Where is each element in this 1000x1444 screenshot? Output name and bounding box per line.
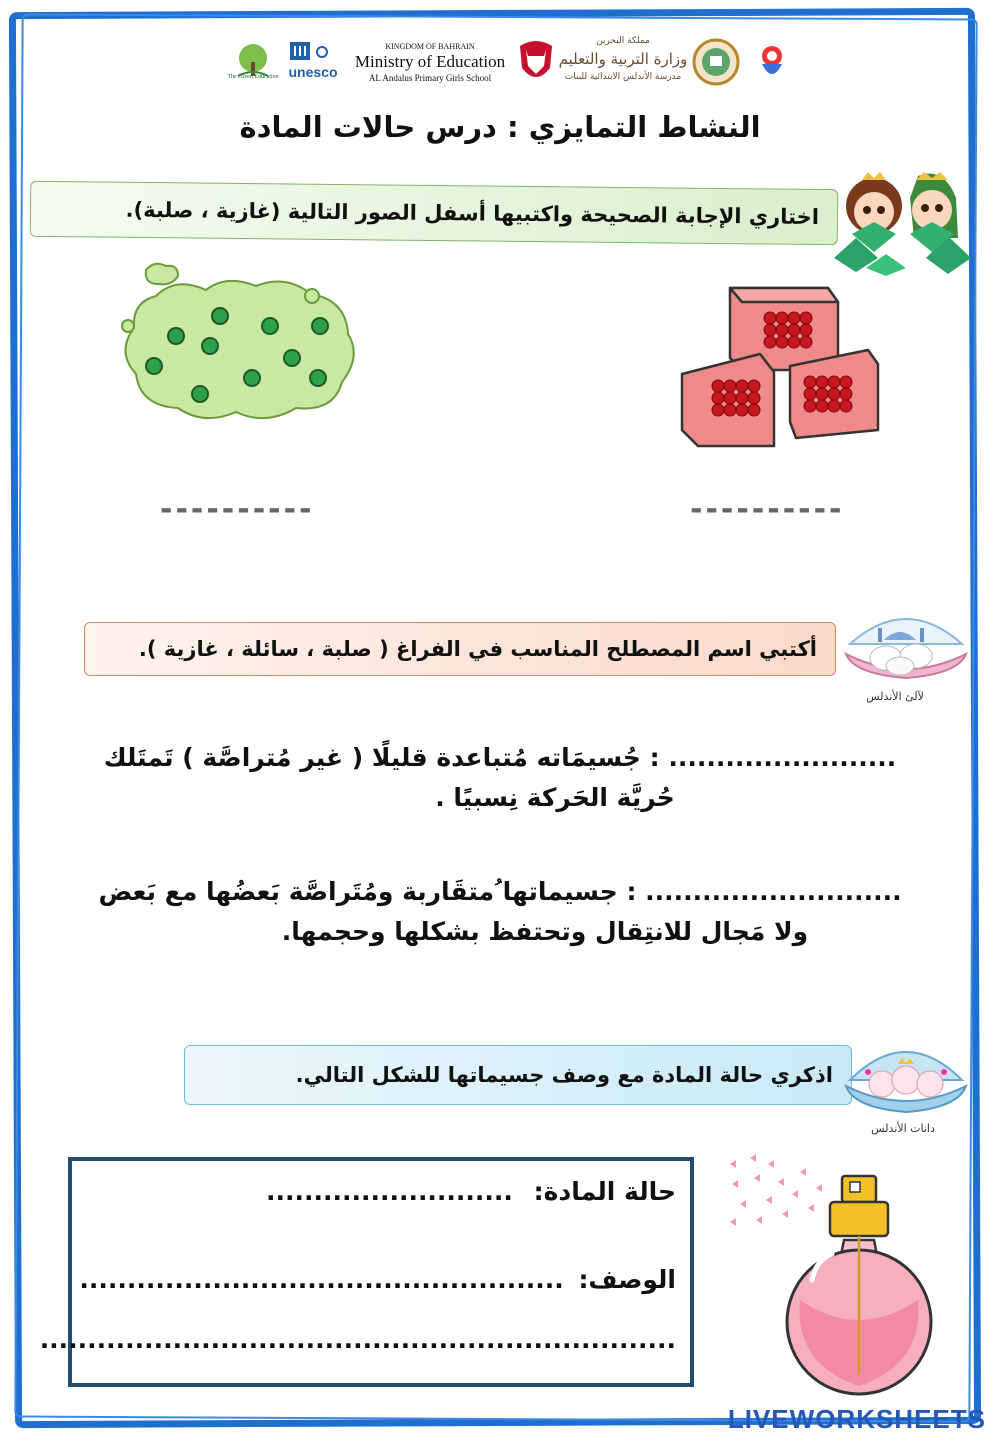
arabic-kingdom-text: مملكة البحرين (596, 36, 650, 46)
instruction-banner-3 (184, 1045, 852, 1105)
description-row (79, 1265, 676, 1294)
instruction-banner-1 (30, 181, 839, 245)
answer-box (39, 1157, 694, 1387)
perfume-bottle-image (720, 1150, 950, 1396)
liveworksheets-brand[interactable]: LIVEWORKSHEETS (727, 1404, 986, 1434)
sentence-1 (60, 738, 940, 818)
sentence-1-line-1: ........................ : جُسيمَاته مُتباعدة قليلًا ( غير مُتراصَّة ) تَمتَلك (103, 743, 897, 772)
header-logos (228, 36, 798, 96)
gas-particles-image (116, 256, 362, 432)
sentence-2-line-2: ولا مَجال للانتِقال وتحتفظ بشكلها وحجمها. (281, 917, 809, 946)
princess-shell-badge (840, 1030, 972, 1120)
pearl-shell-badge (840, 604, 972, 690)
unesco-text: unesco (288, 64, 338, 80)
award-logo (750, 38, 794, 88)
answer-blank-solid[interactable]: ---------- (690, 492, 845, 527)
page-title: النشاط التمايزي : درس حالات المادة (239, 110, 761, 144)
school-badge-logo (692, 36, 740, 90)
two-girls-gems-image (826, 158, 976, 278)
instruction-text-2: أكتبي اسم المصطلح المناسب في الفراغ ( صلبة ، سائلة ، غازية ). (138, 637, 817, 661)
state-row (266, 1177, 676, 1206)
state-label: حالة المادة: (533, 1177, 676, 1206)
bahrain-emblem (516, 38, 556, 88)
ministry-text: Ministry of Education (354, 52, 506, 71)
instruction-text-3: اذكري حالة المادة مع وصف جسيماتها للشكل التالي. (295, 1063, 833, 1087)
description-answer-dots[interactable]: ................................................... (79, 1265, 564, 1294)
pearl-badge-caption: لآلئ الأندلس (866, 690, 924, 703)
kingdom-text: KINGDOM OF BAHRAIN (385, 42, 475, 51)
sentence-2-line-1: ........................... : جسيماتها ُمتقَاربة ومُتَراصَّة بَعضُها مع بَعض (98, 877, 902, 906)
sentence-2 (60, 872, 940, 952)
description-label: الوصف: (578, 1265, 676, 1294)
instruction-text-1: اختاري الإجابة الصحيحة واكتبيها أسفل الصور التالية (غازية ، صلبة). (125, 197, 820, 230)
sentence-1-line-2: حُريَّة الحَركة نِسبيًا . (435, 783, 675, 812)
instruction-banner-2 (84, 622, 836, 676)
state-answer-dots[interactable]: .......................... (265, 1177, 513, 1206)
answer-blank-gas[interactable]: ---------- (160, 492, 315, 527)
solid-cubes-image (678, 282, 884, 450)
princess-badge-caption: دانات الأندلس (871, 1122, 935, 1135)
arabic-ministry-text: وزارة التربية والتعليم (558, 50, 688, 68)
green-education-text: The Green Education (227, 74, 279, 80)
school-text: AL Andalus Primary Girls School (368, 73, 492, 83)
arabic-school-text: مدرسة الأندلس الابتدائية للبنات (564, 72, 682, 82)
description-answer-dots-2[interactable]: ................................................................... (39, 1325, 676, 1354)
